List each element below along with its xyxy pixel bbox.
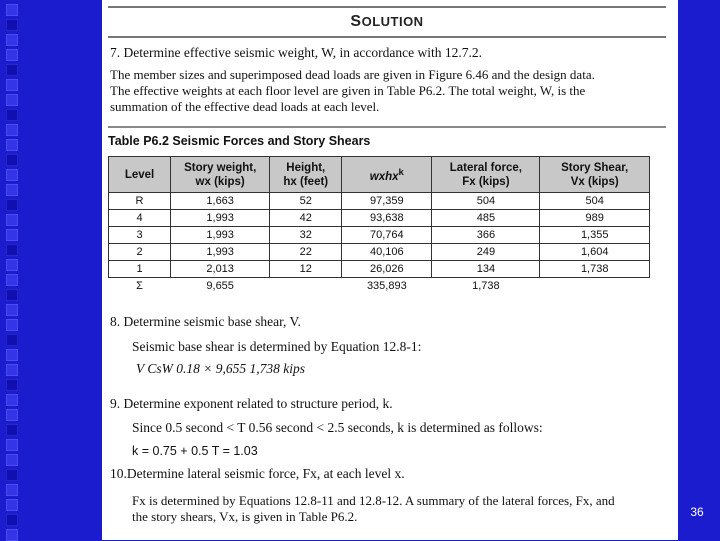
table-cell: 40,106 — [342, 244, 432, 261]
column-header-story-weight: Story weight, wx (kips) — [171, 157, 270, 193]
table-cell: 504 — [540, 193, 650, 210]
table-cell: Σ — [136, 280, 143, 292]
decorative-square — [6, 49, 18, 61]
decorative-square — [6, 484, 18, 496]
table-cell: 1,993 — [171, 244, 270, 261]
paragraph-line: Fx is determined by Equations 12.8-11 and 12.8-12. A summary of the lateral forces, Fx, and — [132, 493, 615, 508]
step-10-paragraph — [132, 493, 615, 525]
table-cell: R — [109, 193, 171, 210]
table-cell: 1,738 — [472, 280, 500, 292]
decorative-square — [6, 34, 18, 46]
decorative-square — [6, 199, 18, 211]
decorative-square — [6, 289, 18, 301]
table-header-row — [109, 157, 650, 193]
decorative-square — [6, 109, 18, 121]
decorative-square — [6, 214, 18, 226]
document-page — [102, 0, 678, 540]
table-cell: 1,355 — [540, 227, 650, 244]
table-cell — [540, 278, 650, 295]
decorative-square — [6, 379, 18, 391]
table-row — [109, 227, 650, 244]
paragraph-line: the story shears, Vx, is given in Table P6.2. — [132, 509, 358, 524]
table-cell: 93,638 — [342, 210, 432, 227]
step-9-equation: k = 0.75 + 0.5 T = 1.03 — [132, 444, 258, 458]
decorative-square — [6, 424, 18, 436]
decorative-square — [6, 169, 18, 181]
table-cell: 70,764 — [342, 227, 432, 244]
solution-title: SOLUTION — [350, 13, 424, 30]
decorative-square — [6, 394, 18, 406]
decorative-square — [6, 124, 18, 136]
column-header-lateral-force: Lateral force, Fx (kips) — [432, 157, 540, 193]
table-cell: 1,738 — [540, 261, 650, 278]
decorative-square — [6, 454, 18, 466]
decorative-square-column — [0, 0, 22, 540]
decorative-square — [6, 439, 18, 451]
table-cell: 22 — [270, 244, 342, 261]
decorative-square — [6, 499, 18, 511]
table-cell: 32 — [270, 227, 342, 244]
table-cell: 1 — [109, 261, 171, 278]
step-9-text: Since 0.5 second < T 0.56 second < 2.5 seconds, k is determined as follows: — [132, 420, 543, 435]
decorative-square — [6, 154, 18, 166]
decorative-square — [6, 469, 18, 481]
slide-number: 36 — [690, 505, 704, 519]
table-sum-row — [109, 278, 650, 295]
step-8-text: Seismic base shear is determined by Equation 12.8-1: — [132, 339, 422, 354]
table-cell: 52 — [270, 193, 342, 210]
decorative-square — [6, 19, 18, 31]
table-cell: 134 — [432, 261, 540, 278]
table-cell: 249 — [432, 244, 540, 261]
paragraph-line: The effective weights at each floor level are given in Table P6.2. The total weight, W, is the — [110, 83, 586, 98]
table-cell — [270, 278, 342, 295]
table-cell: 4 — [109, 210, 171, 227]
decorative-square — [6, 514, 18, 526]
decorative-square — [6, 229, 18, 241]
table-cell: 485 — [432, 210, 540, 227]
step-7-heading: 7. Determine effective seismic weight, W, in accordance with 12.7.2. — [110, 45, 483, 60]
table-cell: 989 — [540, 210, 650, 227]
section-divider — [108, 126, 666, 128]
paragraph-line: summation of the effective dead loads at each level. — [110, 99, 380, 114]
table-cell: 504 — [432, 193, 540, 210]
decorative-square — [6, 274, 18, 286]
column-header-story-shear: Story Shear, Vx (kips) — [540, 157, 650, 193]
table-cell: 366 — [432, 227, 540, 244]
table-row — [109, 244, 650, 261]
decorative-square — [6, 244, 18, 256]
seismic-forces-table — [108, 156, 650, 294]
table-row — [109, 210, 650, 227]
step-8-equation: V CsW 0.18 × 9,655 1,738 kips — [136, 361, 305, 376]
decorative-square — [6, 529, 18, 541]
table-title: Table P6.2 Seismic Forces and Story Shears — [108, 134, 371, 148]
table-cell: 42 — [270, 210, 342, 227]
table-cell: 12 — [270, 261, 342, 278]
decorative-square — [6, 259, 18, 271]
table-row — [109, 193, 650, 210]
step-7-paragraph — [110, 67, 595, 115]
decorative-square — [6, 319, 18, 331]
decorative-square — [6, 139, 18, 151]
table-cell: 1,663 — [171, 193, 270, 210]
column-header-level: Level — [109, 157, 171, 193]
decorative-square — [6, 334, 18, 346]
step-9-heading: 9. Determine exponent related to structure period, k. — [110, 396, 393, 411]
decorative-square — [6, 409, 18, 421]
table-cell: 2 — [109, 244, 171, 261]
column-header-height: Height, hx (feet) — [270, 157, 342, 193]
decorative-square — [6, 4, 18, 16]
decorative-square — [6, 64, 18, 76]
paragraph-line: The member sizes and superimposed dead loads are given in Figure 6.46 and the design data. — [110, 67, 595, 82]
decorative-square — [6, 349, 18, 361]
table-cell: 26,026 — [342, 261, 432, 278]
table-cell: 335,893 — [366, 280, 407, 292]
table-cell: 2,013 — [171, 261, 270, 278]
table-cell: 97,359 — [342, 193, 432, 210]
step-8-heading: 8. Determine seismic base shear, V. — [110, 314, 301, 329]
table-cell: 1,993 — [171, 210, 270, 227]
table-cell: 1,993 — [171, 227, 270, 244]
decorative-square — [6, 304, 18, 316]
table-cell: 1,604 — [540, 244, 650, 261]
decorative-square — [6, 184, 18, 196]
table-cell: 3 — [109, 227, 171, 244]
solution-header — [108, 6, 666, 38]
decorative-square — [6, 364, 18, 376]
decorative-square — [6, 79, 18, 91]
decorative-square — [6, 94, 18, 106]
column-header-wxhxk: wxhx$^k$ — [342, 157, 432, 193]
table-row — [109, 261, 650, 278]
table-cell: 9,655 — [206, 280, 234, 292]
step-10-heading: 10.Determine lateral seismic force, Fx, at each level x. — [110, 466, 405, 481]
